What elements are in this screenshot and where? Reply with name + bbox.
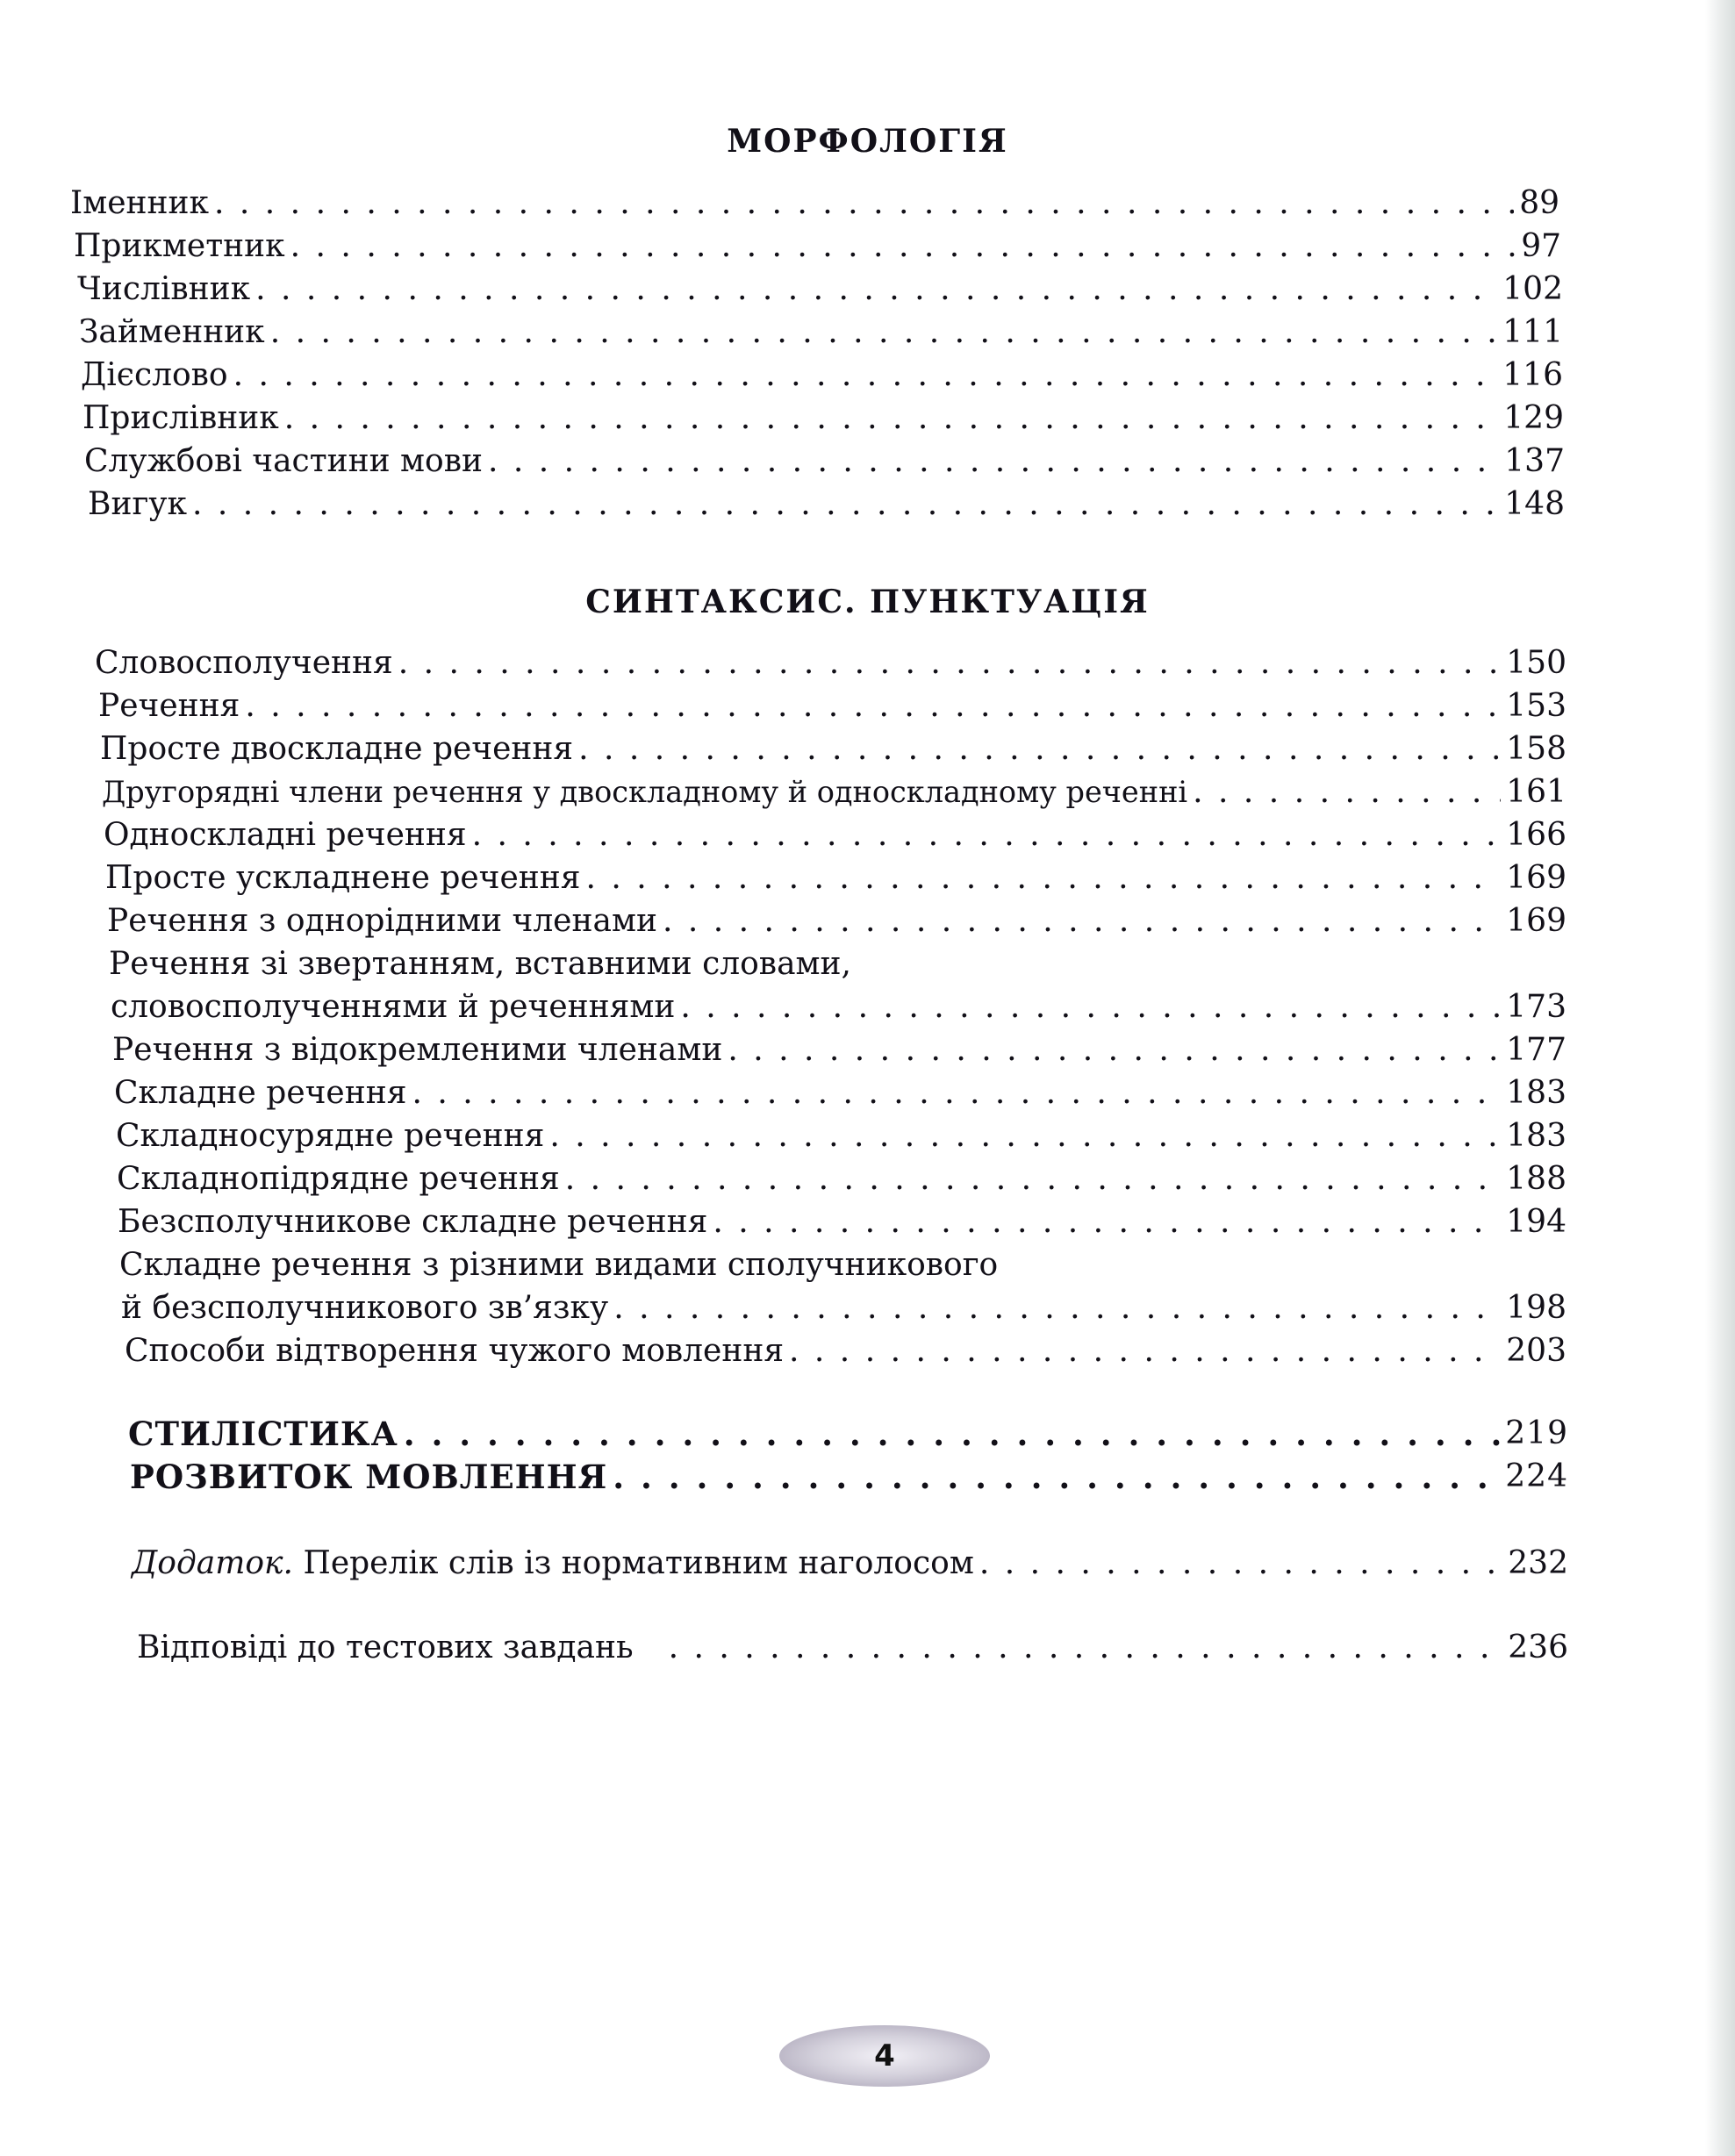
toc-entry-label: Другорядні члени речення у двоскладному й односкладному реченні	[102, 775, 1188, 809]
toc-entry[interactable]	[82, 398, 1564, 440]
toc-entry-label: Просте двоскладне речення	[100, 731, 574, 767]
dot-leader	[214, 183, 1514, 225]
toc-entry-label: Безсполучникове складне речення	[118, 1204, 708, 1240]
toc-entry-page: 224	[1505, 1458, 1568, 1494]
toc-entry-page: 169	[1506, 903, 1567, 939]
toc-entry-label: РОЗВИТОК МОВЛЕННЯ	[130, 1458, 608, 1496]
toc-entry-page: 111	[1502, 314, 1563, 350]
toc-entry-page: 148	[1504, 486, 1565, 522]
toc-entry-label: Складне речення	[114, 1075, 407, 1111]
toc-entry-page: 203	[1506, 1333, 1567, 1369]
toc-entry[interactable]	[77, 269, 1563, 311]
dot-leader	[669, 1627, 1503, 1669]
toc-entry[interactable]	[95, 642, 1567, 684]
toc-entry-label: Службові частини мови	[84, 443, 483, 479]
page-number: 4	[874, 2038, 895, 2074]
toc-entry-page: 166	[1506, 817, 1567, 853]
dot-leader	[789, 1330, 1501, 1372]
toc-entry[interactable]	[74, 226, 1561, 268]
toc-entry[interactable]	[70, 183, 1559, 225]
toc-entry-label: Прикметник	[74, 228, 285, 264]
toc-entry[interactable]	[79, 312, 1563, 354]
toc-entry[interactable]	[81, 355, 1563, 397]
dot-leader	[284, 398, 1499, 440]
dot-leader	[713, 1201, 1501, 1243]
toc-entry[interactable]	[98, 685, 1567, 727]
page-edge-shadow	[1705, 0, 1735, 2156]
toc-entry[interactable]	[112, 1029, 1567, 1071]
dot-leader	[472, 814, 1502, 856]
toc-entry-page: 183	[1506, 1075, 1567, 1111]
toc-entry-label: Числівник	[77, 271, 251, 307]
toc-entry[interactable]	[117, 1158, 1567, 1200]
dot-leader	[613, 1287, 1501, 1329]
toc-entry-label: Дієслово	[81, 357, 228, 393]
toc-entry-page: 116	[1502, 357, 1563, 393]
toc-entry-label: Займенник	[79, 314, 265, 350]
dot-leader	[663, 900, 1501, 942]
dot-leader	[233, 355, 1498, 397]
toc-entry-page: 183	[1506, 1118, 1567, 1154]
toc-entry-page: 232	[1508, 1545, 1568, 1581]
toc-entry-label: Односкладні речення	[104, 817, 467, 853]
dot-leader	[245, 685, 1501, 727]
dot-leader	[290, 226, 1516, 268]
toc-entry-label: Іменник	[70, 185, 210, 221]
toc-entry[interactable]	[114, 1072, 1567, 1114]
appendix-prefix: Додаток.	[132, 1545, 293, 1581]
dot-leader	[1193, 771, 1501, 813]
toc-entry[interactable]	[111, 986, 1567, 1028]
toc-entry[interactable]	[100, 728, 1567, 770]
toc-entry-page: 153	[1506, 688, 1567, 724]
toc-entry-page: 137	[1504, 443, 1565, 479]
toc-entry[interactable]	[88, 483, 1565, 526]
dot-leader	[680, 986, 1501, 1028]
toc-entry-label: Відповіді до тестових завдань	[137, 1630, 634, 1665]
toc-entry-page: 158	[1506, 731, 1567, 767]
dot-leader	[255, 269, 1497, 311]
section-heading-syntax: СИНТАКСИС. ПУНКТУАЦІЯ	[585, 584, 1150, 620]
toc-entry[interactable]	[121, 1287, 1567, 1329]
toc-entry-answers[interactable]	[137, 1627, 1568, 1669]
dot-leader	[578, 728, 1501, 770]
dot-leader	[613, 1456, 1500, 1498]
toc-entry[interactable]	[107, 900, 1567, 942]
toc-entry-label: Вигук	[88, 486, 187, 522]
toc-entry-appendix[interactable]	[132, 1543, 1568, 1585]
toc-entry-speech-development[interactable]	[130, 1456, 1568, 1498]
toc-entry[interactable]	[125, 1330, 1567, 1372]
dot-leader	[728, 1029, 1501, 1071]
toc-entry-label: Речення з однорідними членами	[107, 903, 657, 939]
dot-leader	[585, 857, 1501, 899]
toc-entry[interactable]	[102, 771, 1567, 813]
toc-entry-label: Просте ускладнене речення	[105, 860, 581, 896]
toc-entry-page: 219	[1505, 1415, 1568, 1451]
toc-entry-label: Речення з відокремленими членами	[112, 1032, 723, 1068]
section-heading-morphology: МОРФОЛОГІЯ	[727, 123, 1008, 160]
toc-entry[interactable]	[116, 1115, 1567, 1157]
toc-entry[interactable]	[104, 814, 1567, 856]
dot-leader	[404, 1413, 1501, 1455]
toc-entry-page: 177	[1506, 1032, 1567, 1068]
toc-entry-page: 97	[1521, 228, 1561, 264]
toc-entry-label: Складносурядне речення	[116, 1118, 545, 1154]
toc-entry-label-line1: Речення зі звертанням, вставними словами,	[109, 946, 851, 982]
toc-entry-label: СТИЛІСТИКА	[128, 1415, 398, 1453]
toc-entry-label: Прислівник	[82, 400, 279, 436]
toc-entry-label: Складнопідрядне речення	[117, 1161, 560, 1197]
toc-entry-page: 188	[1506, 1161, 1567, 1197]
dot-leader	[192, 483, 1499, 526]
page-number-badge	[779, 2025, 990, 2087]
toc-entry-label: Способи відтворення чужого мовлення	[125, 1333, 785, 1369]
toc-entry-page: 129	[1503, 400, 1564, 436]
dot-leader	[488, 441, 1499, 483]
dot-leader	[412, 1072, 1501, 1114]
toc-entry-stylistics[interactable]	[128, 1413, 1568, 1455]
toc-entry[interactable]	[84, 441, 1565, 483]
dot-leader	[549, 1115, 1501, 1157]
dot-leader	[270, 312, 1498, 354]
toc-entry-page: 169	[1506, 860, 1567, 896]
toc-entry-page: 236	[1508, 1630, 1568, 1665]
toc-entry-label-line1: Складне речення з різними видами сполучникового	[119, 1247, 999, 1283]
toc-entry-page: 198	[1506, 1290, 1567, 1326]
dot-leader	[398, 642, 1502, 684]
toc-entry-page: 161	[1506, 774, 1567, 810]
toc-entry-label	[132, 1543, 974, 1585]
toc-entry[interactable]	[118, 1201, 1567, 1243]
toc-entry-page: 194	[1506, 1204, 1567, 1240]
toc-entry[interactable]	[105, 857, 1567, 899]
toc-entry-page: 150	[1506, 645, 1567, 681]
dot-leader	[979, 1543, 1502, 1585]
toc-entry-label: й безсполучникового зв’язку	[121, 1290, 609, 1326]
toc-entry-page: 102	[1502, 271, 1563, 307]
toc-entry-label: словосполученнями й реченнями	[111, 989, 676, 1025]
toc-entry-page: 173	[1506, 989, 1567, 1025]
toc-entry-page: 89	[1519, 185, 1559, 221]
appendix-title: Перелік слів із нормативним наголосом	[303, 1545, 974, 1581]
toc-entry-label: Речення	[98, 688, 240, 724]
dot-leader	[565, 1158, 1502, 1200]
toc-entry-label: Словосполучення	[95, 645, 393, 681]
